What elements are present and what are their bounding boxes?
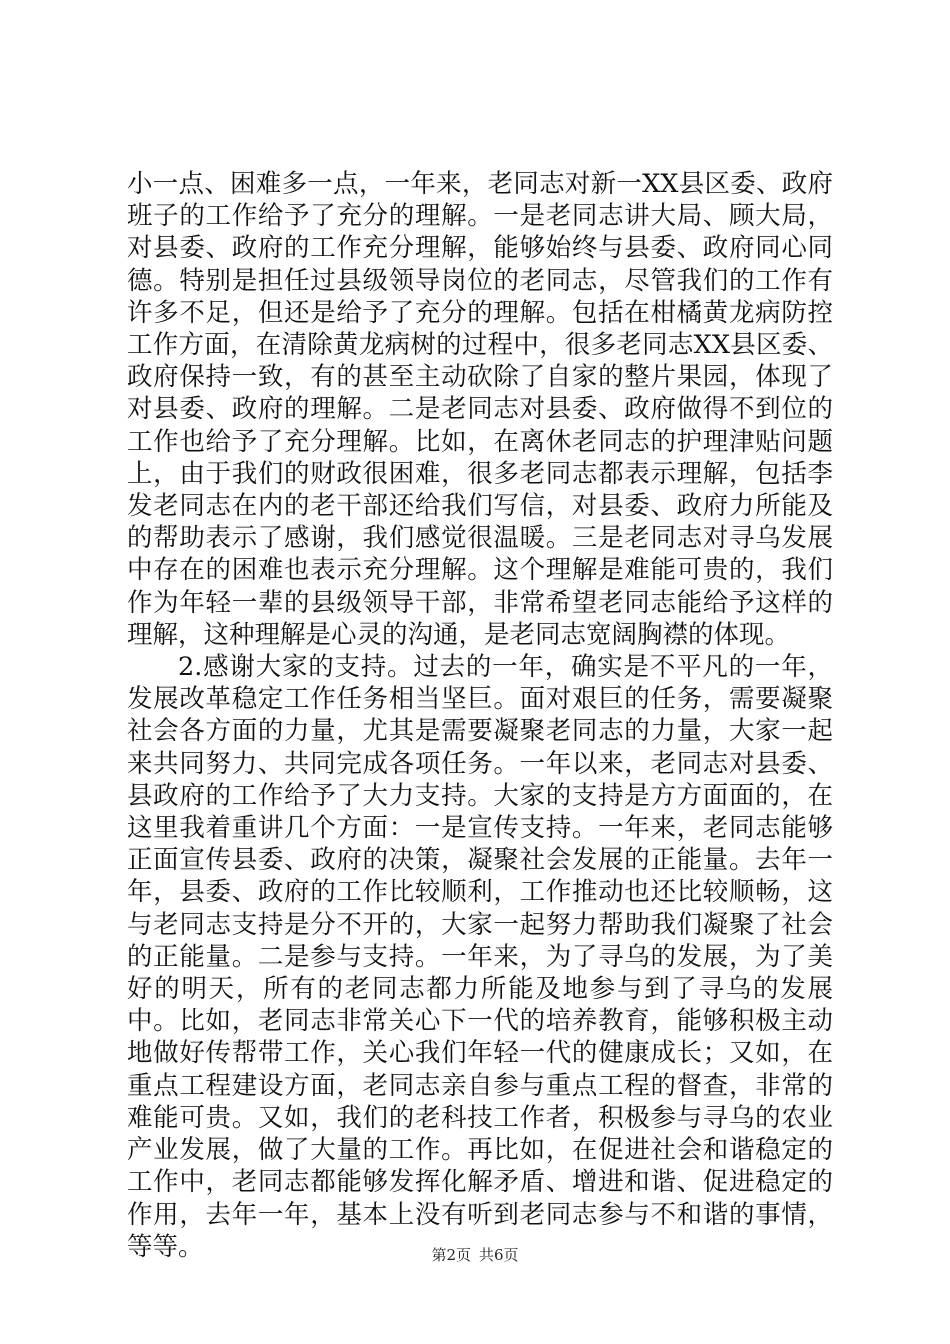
- page-total: 共6页: [479, 1246, 519, 1264]
- body-paragraph-2: 2.感谢大家的支持。过去的一年，确实是不平凡的一年，发展改革稳定工作任务相当坚巨。面对艰巨的任务，需要凝聚社会各方面的力量，尤其是需要凝聚老同志的力量，大家一起来共同努力、共同完成各项任务。一年以来，老同志对县委、县政府的工作给予了大力支持。大家的支持是方方面面的，在这里我着重讲几个方面：一是宣传支持。一年来，老同志能够正面宣传县委、政府的决策，凝聚社会发展的正能量。去年一年，县委、政府的工作比较顺利，工作推动也还比较顺畅，这与老同志支持是分不开的，大家一起努力帮助我们凝聚了社会的正能量。二是参与支持。一年来，为了寻乌的发展，为了美好的明天，所有的老同志都力所能及地参与到了寻乌的发展中。比如，老同志非常关心下一代的培养教育，能够积极主动地做好传帮带工作，关心我们年轻一代的健康成长；又如，在重点工程建设方面，老同志亲自参与重点工程的督查，非常的难能可贵。又如，我们的老科技工作者，积极参与寻乌的农业产业发展，做了大量的工作。再比如，在促进社会和谐稳定的工作中，老同志都能够发挥化解矛盾、增进和谐、促进稳定的作用，去年一年，基本上没有听到老同志参与不和谐的事情，等等。: [127, 652, 833, 1262]
- document-body: [127, 168, 833, 1263]
- page-number: 第2页: [431, 1246, 471, 1264]
- body-paragraph-1: 小一点、困难多一点，一年来，老同志对新一XX县区委、政府班子的工作给予了充分的理解。一是老同志讲大局、顾大局，对县委、政府的工作充分理解，能够始终与县委、政府同心同德。特别是担任过县级领导岗位的老同志，尽管我们的工作有许多不足，但还是给予了充分的理解。包括在柑橘黄龙病防控工作方面，在清除黄龙病树的过程中，很多老同志XX县区委、政府保持一致，有的甚至主动砍除了自家的整片果园，体现了对县委、政府的理解。二是老同志对县委、政府做得不到位的工作也给予了充分理解。比如，在离休老同志的护理津贴问题上，由于我们的财政很困难，很多老同志都表示理解，包括李发老同志在内的老干部还给我们写信，对县委、政府力所能及的帮助表示了感谢，我们感觉很温暖。三是老同志对寻乌发展中存在的困难也表示充分理解。这个理解是难能可贵的，我们作为年轻一辈的县级领导干部，非常希望老同志能给予这样的理解，这种理解是心灵的沟通，是老同志宽阔胸襟的体现。: [127, 169, 833, 650]
- page-footer: [0, 1244, 950, 1265]
